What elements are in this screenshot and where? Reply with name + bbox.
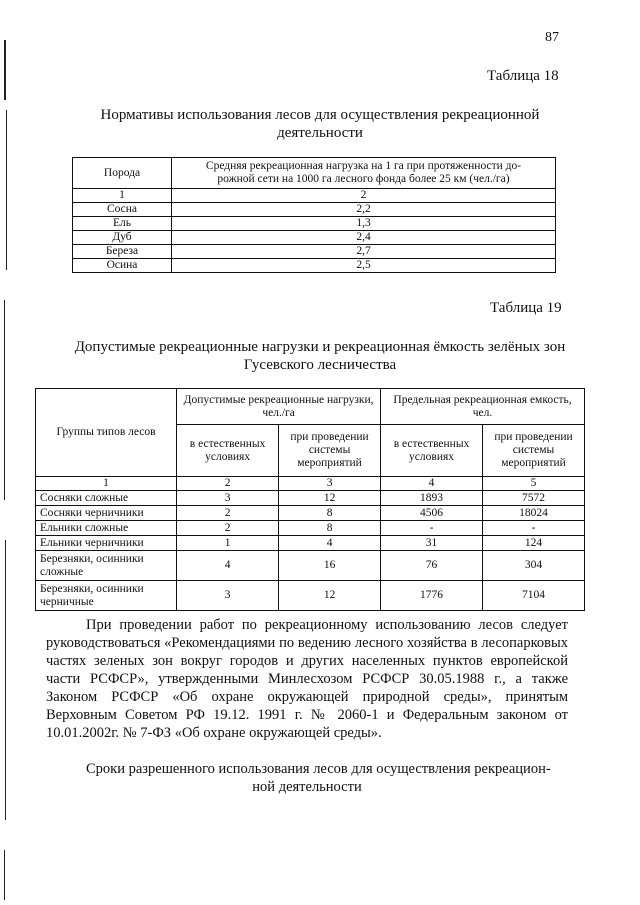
table19-colnum: 5 bbox=[483, 477, 585, 491]
table18-row-species: Сосна bbox=[73, 203, 172, 217]
table19-cell: 2 bbox=[177, 506, 279, 521]
table18-row-value: 2,7 bbox=[172, 245, 556, 259]
table19-colnum: 1 bbox=[36, 477, 177, 491]
table18-row-species: Береза bbox=[73, 245, 172, 259]
page-number: 87 bbox=[545, 30, 559, 45]
table19-cell: 3 bbox=[177, 491, 279, 506]
table19-cell: 12 bbox=[279, 581, 381, 611]
table19-cell: 1893 bbox=[381, 491, 483, 506]
table18-header-load-line2: рожной сети на 1000 га лесного фонда более 25 км (чел./га) bbox=[217, 173, 510, 185]
section-heading bbox=[46, 760, 568, 796]
table19-cell: 4 bbox=[177, 551, 279, 581]
table19-header-measures: при проведении системы мероприятий bbox=[483, 425, 585, 477]
table19-cell: 16 bbox=[279, 551, 381, 581]
table19-cell: 7572 bbox=[483, 491, 585, 506]
table18-header-load bbox=[172, 158, 556, 189]
table18-title-line1: Нормативы использования лесов для осуществления рекреационной bbox=[100, 107, 540, 123]
table18-colnum: 1 bbox=[73, 189, 172, 203]
section-heading-line2: ной деятельности bbox=[252, 779, 362, 795]
table18-header-load-line1: Средняя рекреационная нагрузка на 1 га при протяженности до- bbox=[205, 160, 522, 172]
table19-cell: 76 bbox=[381, 551, 483, 581]
table19-cell: 8 bbox=[279, 506, 381, 521]
table19-colnum: 2 bbox=[177, 477, 279, 491]
table19-cell: 3 bbox=[177, 581, 279, 611]
table19-cell: 2 bbox=[177, 521, 279, 536]
table18-row-value: 2,2 bbox=[172, 203, 556, 217]
table18-colnum: 2 bbox=[172, 189, 556, 203]
table19-row-group: Березняки, осинники сложные bbox=[36, 551, 177, 581]
table19-header-capacity: Предельная рекреационная емкость, чел. bbox=[381, 389, 585, 425]
table19-header-loads: Допустимые рекреационные нагрузки, чел./га bbox=[177, 389, 381, 425]
table19 bbox=[35, 388, 585, 611]
table18-header-species: Порода bbox=[73, 158, 172, 189]
table19-cell: 18024 bbox=[483, 506, 585, 521]
section-heading-line1: Сроки разрешенного использования лесов для осуществления рекреацион- bbox=[86, 761, 551, 777]
table19-cell: - bbox=[483, 521, 585, 536]
table19-row-group: Ельники черничники bbox=[36, 536, 177, 551]
table18-row-species: Ель bbox=[73, 217, 172, 231]
table19-cell: 12 bbox=[279, 491, 381, 506]
table19-colnum: 3 bbox=[279, 477, 381, 491]
table18-row-value: 1,3 bbox=[172, 217, 556, 231]
table19-title-line2: Гусевского лесничества bbox=[243, 357, 397, 373]
table19-cell: - bbox=[381, 521, 483, 536]
table19-cell: 8 bbox=[279, 521, 381, 536]
body-paragraph: При проведении работ по рекреационному использованию лесов следует руководствоваться «Рекомендациями по ведению лесного хозяйства в лесопарковых частях зеленых зон вокруг городов и других населенных пунктов европейской части РСФСР», утвержденными Минлесхозом РСФСР 30.05.1988 г., а также Законом РСФСР «Об охране окружающей природной среды», принятым Верховным Советом РФ 19.12. 1991 г. № 2060-1 и Федеральным законом от 10.01.2002г. № 7-ФЗ «Об охране окружающей среды». bbox=[46, 617, 568, 741]
table19-cell: 31 bbox=[381, 536, 483, 551]
table19-title bbox=[40, 338, 600, 374]
scan-edge-mark bbox=[6, 110, 7, 270]
scan-edge-mark bbox=[4, 40, 6, 100]
scan-edge-mark bbox=[5, 540, 6, 820]
table18-title bbox=[60, 106, 580, 142]
table18-caption: Таблица 18 bbox=[487, 68, 559, 84]
table19-header-natural: в естественных условиях bbox=[177, 425, 279, 477]
table19-colnum: 4 bbox=[381, 477, 483, 491]
table19-row-group: Березняки, осинники черничные bbox=[36, 581, 177, 611]
scan-edge-mark bbox=[4, 300, 5, 500]
table18-row-value: 2,5 bbox=[172, 259, 556, 273]
table19-cell: 4506 bbox=[381, 506, 483, 521]
table19-cell: 1 bbox=[177, 536, 279, 551]
table19-cell: 4 bbox=[279, 536, 381, 551]
table19-cell: 304 bbox=[483, 551, 585, 581]
table19-cell: 1776 bbox=[381, 581, 483, 611]
table19-row-group: Сосняки черничники bbox=[36, 506, 177, 521]
table19-row-group: Ельники сложные bbox=[36, 521, 177, 536]
table19-title-line1: Допустимые рекреационные нагрузки и рекреационная ёмкость зелёных зон bbox=[74, 339, 566, 355]
table19-header-natural: в естественных условиях bbox=[381, 425, 483, 477]
table19-header-measures: при проведении системы мероприятий bbox=[279, 425, 381, 477]
table19-header-group: Группы типов лесов bbox=[36, 389, 177, 477]
table18-title-line2: деятельности bbox=[277, 125, 363, 141]
table18-row-species: Осина bbox=[73, 259, 172, 273]
table19-caption: Таблица 19 bbox=[490, 300, 562, 316]
table18-row-value: 2,4 bbox=[172, 231, 556, 245]
table18 bbox=[72, 157, 556, 273]
table18-row-species: Дуб bbox=[73, 231, 172, 245]
table19-cell: 7104 bbox=[483, 581, 585, 611]
table19-cell: 124 bbox=[483, 536, 585, 551]
scan-edge-mark bbox=[4, 850, 5, 900]
table19-row-group: Сосняки сложные bbox=[36, 491, 177, 506]
